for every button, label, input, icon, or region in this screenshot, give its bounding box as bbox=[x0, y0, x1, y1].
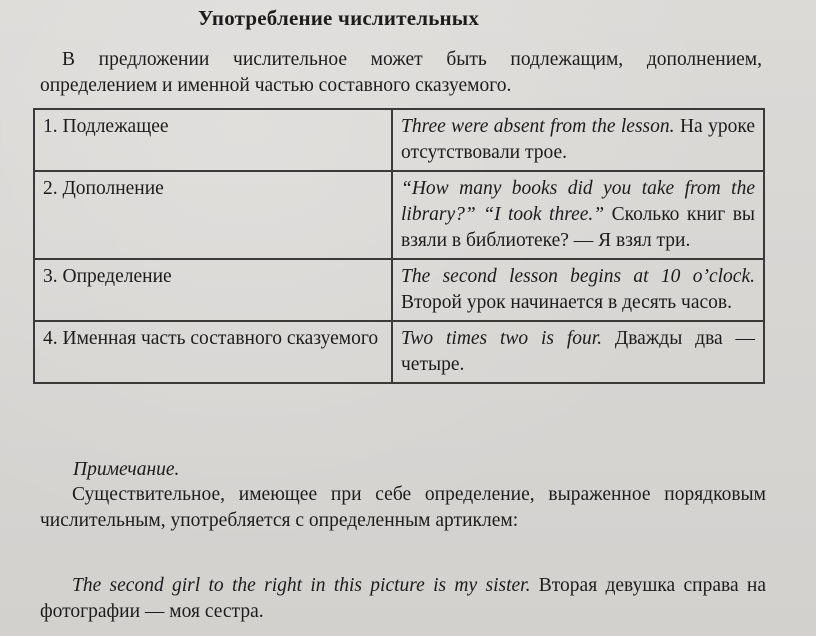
note-example bbox=[40, 573, 766, 625]
example-english: Three were absent from the lesson. bbox=[401, 116, 675, 137]
note-text: Существительное, имеющее при себе определение, выраженное порядковым числительным, употребляется с определенным артиклем: bbox=[40, 484, 766, 531]
example-russian: Дважды два — четыре. bbox=[401, 328, 756, 375]
usage-table bbox=[33, 108, 765, 384]
example-russian: Второй урок начинается в десять часов. bbox=[401, 292, 732, 313]
row-label: 3. Определение bbox=[34, 259, 392, 321]
row-example bbox=[392, 109, 764, 171]
note-example-russian: Вторая девушка справа на фотографии — моя сестра. bbox=[40, 575, 766, 622]
row-example bbox=[392, 259, 764, 321]
table-row bbox=[34, 321, 764, 383]
example-english: Two times two is four. bbox=[401, 328, 603, 349]
row-label: 1. Подлежащее bbox=[34, 109, 392, 171]
note-title: Примечание. bbox=[73, 459, 180, 480]
row-label: 2. Дополнение bbox=[34, 171, 392, 259]
row-label: 4. Именная часть составного сказуемого bbox=[34, 321, 392, 383]
example-english: “How many books did you take from the library?” “I took three.” bbox=[401, 178, 755, 225]
table-row bbox=[34, 171, 764, 259]
example-russian: На уроке отсутствовали трое. bbox=[401, 116, 755, 163]
example-russian: Сколько книг вы взяли в библиотеке? — Я взял три. bbox=[401, 204, 756, 251]
intro-paragraph: В предложении числительное может быть подлежащим, дополнением, определением и именной частью составного сказуемого. bbox=[40, 49, 762, 96]
note-example-english: The second girl to the right in this picture is my sister. bbox=[72, 575, 531, 596]
row-example bbox=[392, 321, 764, 383]
example-english: The second lesson begins at 10 o’clock. bbox=[401, 266, 755, 287]
table-row bbox=[34, 259, 764, 321]
table-row bbox=[34, 109, 764, 171]
row-example bbox=[392, 171, 764, 259]
page-title: Употребление числительных bbox=[198, 6, 480, 30]
